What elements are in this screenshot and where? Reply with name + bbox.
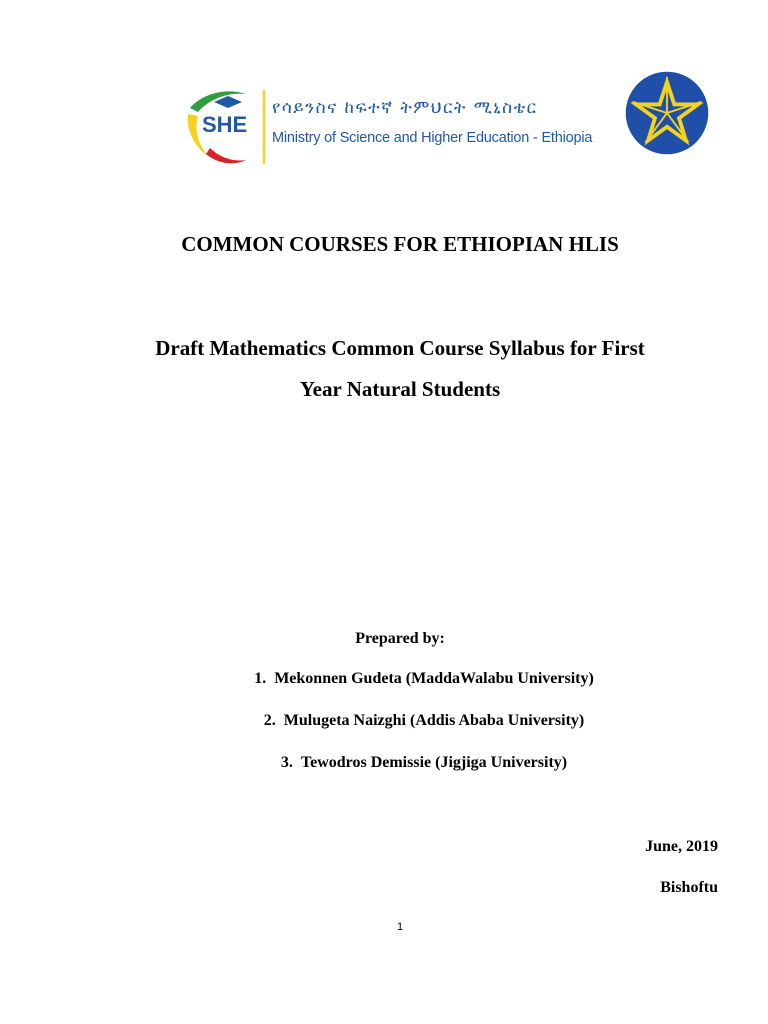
page-number: 1 <box>396 921 404 933</box>
author-number: 1. <box>254 670 267 687</box>
prepared-by-label: Prepared by: <box>355 630 445 647</box>
author-item <box>0 712 768 754</box>
author-list <box>0 670 768 796</box>
subtitle-line-2: Year Natural Students <box>299 377 501 401</box>
ministry-name-english: Ministry of Science and Higher Education - Ethiopia <box>272 130 593 146</box>
subtitle-line-1: Draft Mathematics Common Course Syllabus for First <box>155 336 645 360</box>
document-place: Bishoftu <box>660 879 718 896</box>
author-name: Mekonnen Gudeta (MaddaWalabu University) <box>274 670 594 687</box>
document-date: June, 2019 <box>645 838 718 855</box>
document-main-title: COMMON COURSES FOR ETHIOPIAN HLIS <box>181 232 619 256</box>
author-number: 3. <box>280 754 293 771</box>
moshe-logo-icon <box>184 84 274 168</box>
author-item <box>0 754 768 796</box>
ethiopian-emblem-icon <box>624 70 710 156</box>
logo-text: SHE <box>202 112 248 137</box>
author-item <box>0 670 768 712</box>
author-name: Tewodros Demissie (Jigjiga University) <box>300 754 568 771</box>
document-subtitle <box>0 328 768 410</box>
author-number: 2. <box>263 712 276 729</box>
ministry-logo-header <box>184 84 624 168</box>
ministry-name-amharic: የሳይንስና ከፍተኛ ትምህርት ሚኒስቴር <box>272 98 538 118</box>
author-name: Mulugeta Naizghi (Addis Ababa University) <box>283 712 585 729</box>
